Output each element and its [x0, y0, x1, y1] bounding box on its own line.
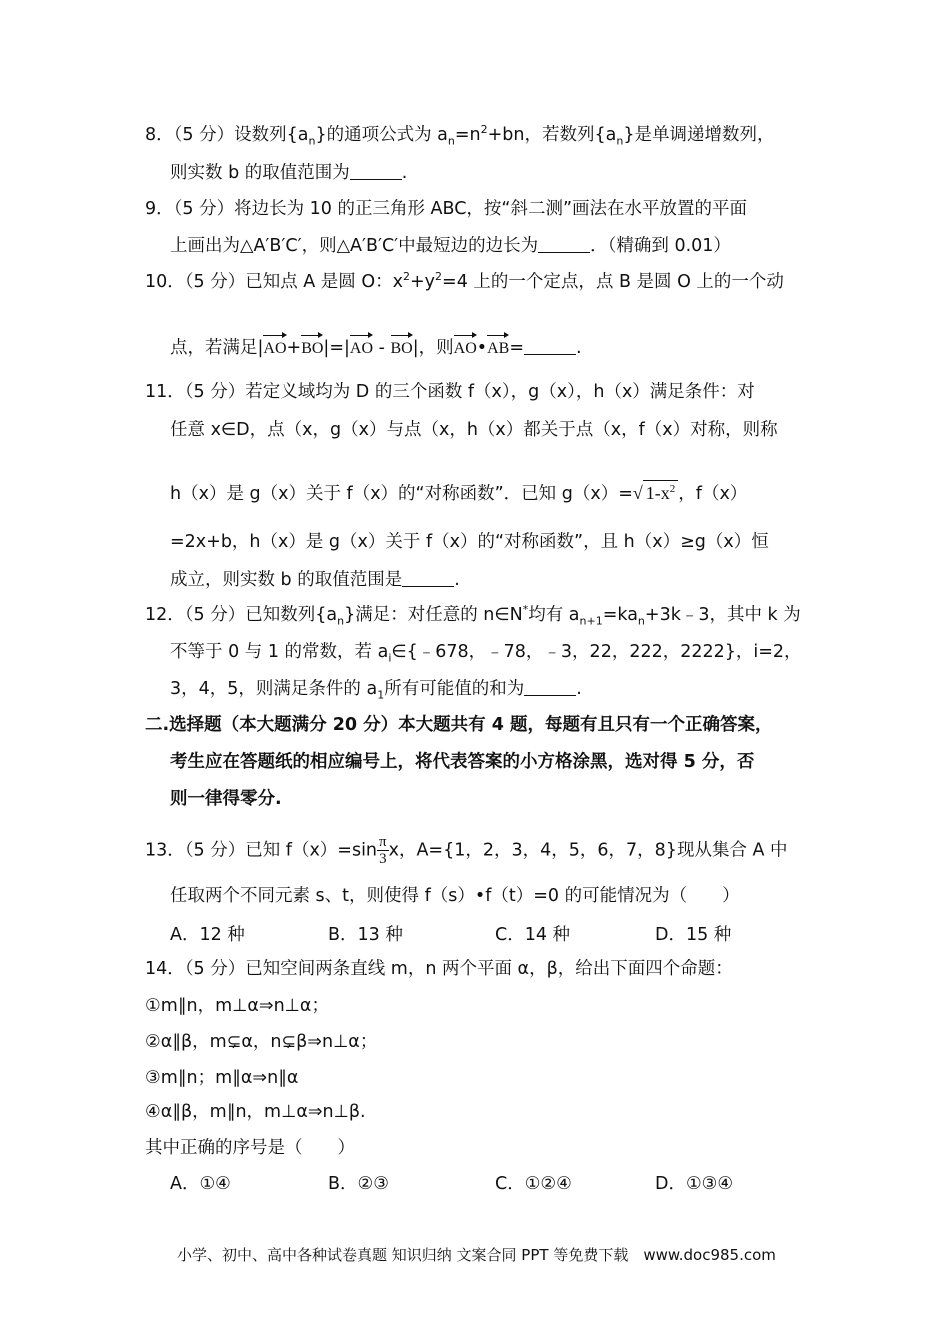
q11-line5: 成立，则实数 b 的取值范围是 .: [170, 570, 460, 590]
vector-bo: BO: [391, 333, 413, 361]
fraction-pi-over-3: $\frac{\pi}{3}$: [379, 834, 387, 867]
vector-bo: BO: [301, 333, 323, 361]
q8-line2: 则实数 b 的取值范围为 .: [170, 163, 408, 183]
sqrt-expression: √ $1-x^2$: [633, 480, 678, 505]
section-heading-line3: 则一律得零分.: [170, 789, 282, 809]
q13-option-d[interactable]: D．15 种: [655, 925, 732, 945]
q14-option-d[interactable]: D．①③④: [655, 1174, 734, 1194]
q11-line4: =2x+b，h（x）是 g（x）关于 f（x）的“对称函数”，且 h（x）≥g（x）恒: [170, 532, 769, 552]
q13-option-b[interactable]: B．13 种: [328, 925, 403, 945]
q14-option-b[interactable]: B．②③: [328, 1174, 389, 1194]
q14-proposition-2: ②α∥β，m⊊α，n⊊β⇒n⊥α；: [145, 1032, 378, 1052]
q14-proposition-4: ④α∥β，m∥n，m⊥α⇒n⊥β.: [145, 1102, 366, 1122]
q10-line2: 点，若满足|AO+BO|=|AO - BO|，则AO•AB= .: [170, 333, 582, 361]
answer-blank: [402, 570, 454, 587]
q14-option-c[interactable]: C．①②④: [495, 1174, 572, 1194]
q13-line1: 13．（5 分）已知 f（x）=sin $\frac{\pi}{3}$ x，A={1，2，3，4，5，6，7，8}现从集合 A 中: [145, 834, 788, 867]
q9-line2: 上画出为△A′B′C′，则△A′B′C′中最短边的边长为 ．（精确到 0.01）: [170, 236, 731, 256]
answer-blank: [538, 236, 590, 253]
vector-ao: AO: [263, 333, 286, 361]
q10-line1: 10．（5 分）已知点 A 是圆 O：$x^2+y^2=4$ 上的一个定点，点 B 是圆 O 上的一个动: [145, 270, 784, 292]
section-heading-line1: 二.选择题（本大题满分 20 分）本大题共有 4 题，每题有且只有一个正确答案，: [145, 715, 773, 735]
q14-prompt: 其中正确的序号是（ ）: [145, 1138, 355, 1158]
answer-blank: [524, 679, 576, 696]
q13-option-a[interactable]: A．12 种: [170, 925, 245, 945]
q14-proposition-3: ③m∥n；m∥α⇒n∥α: [145, 1068, 299, 1088]
q13-option-c[interactable]: C．14 种: [495, 925, 571, 945]
answer-blank: [524, 338, 576, 355]
section-heading-line2: 考生应在答题纸的相应编号上，将代表答案的小方格涂黑，选对得 5 分，否: [170, 752, 755, 772]
vector-ao: AO: [350, 333, 373, 361]
q14-option-a[interactable]: A．①④: [170, 1174, 231, 1194]
vector-ao: AO: [454, 333, 477, 361]
q13-line2: 任取两个不同元素 s、t，则使得 f（s）•f（t）=0 的可能情况为（ ）: [170, 886, 740, 906]
q11-line3: h（x）是 g（x）关于 f（x）的“对称函数”．已知 g（x）=√ $1-x^2$ ，f（x）: [170, 480, 747, 506]
vector-ab: AB: [487, 333, 509, 361]
q12-line1: 12．（5 分）已知数列$\{a_n\}$满足：对任意的 n∈N*均有 $a_{n+1}=ka_n+3k﹣3$，其中 k 为: [145, 603, 801, 628]
q11-line1: 11．（5 分）若定义域均为 D 的三个函数 f（x），g（x），h（x）满足条件：对: [145, 382, 755, 402]
q12-line2: 不等于 0 与 1 的常数，若 $a_i\in\{﹣678$，﹣78，﹣3，22，222，2222}，i=2，: [170, 642, 802, 665]
q9-line1: 9．（5 分）将边长为 10 的正三角形 ABC，按“斜二测”画法在水平放置的平面: [145, 199, 748, 219]
page-footer: 小学、初中、高中各种试卷真题 知识归纳 文案合同 PPT 等免费下载 www.doc985.com: [177, 1246, 776, 1264]
q8-line1: 8．（5 分）设数列$\{a_n\}$的通项公式为 $a_n=n^2+bn$，若数列$\{a_n\}$是单调递增数列，: [145, 123, 775, 148]
q14-proposition-1: ①m∥n，m⊥α⇒n⊥α；: [145, 996, 329, 1016]
answer-blank: [350, 163, 402, 180]
q14-line1: 14．（5 分）已知空间两条直线 m，n 两个平面 α，β，给出下面四个命题：: [145, 959, 733, 979]
q11-line2: 任意 x∈D，点（x，g（x）与点（x，h（x）都关于点（x，f（x）对称，则称: [170, 420, 778, 440]
q12-line3: 3，4，5，则满足条件的 $a_1$所有可能值的和为 .: [170, 679, 582, 702]
